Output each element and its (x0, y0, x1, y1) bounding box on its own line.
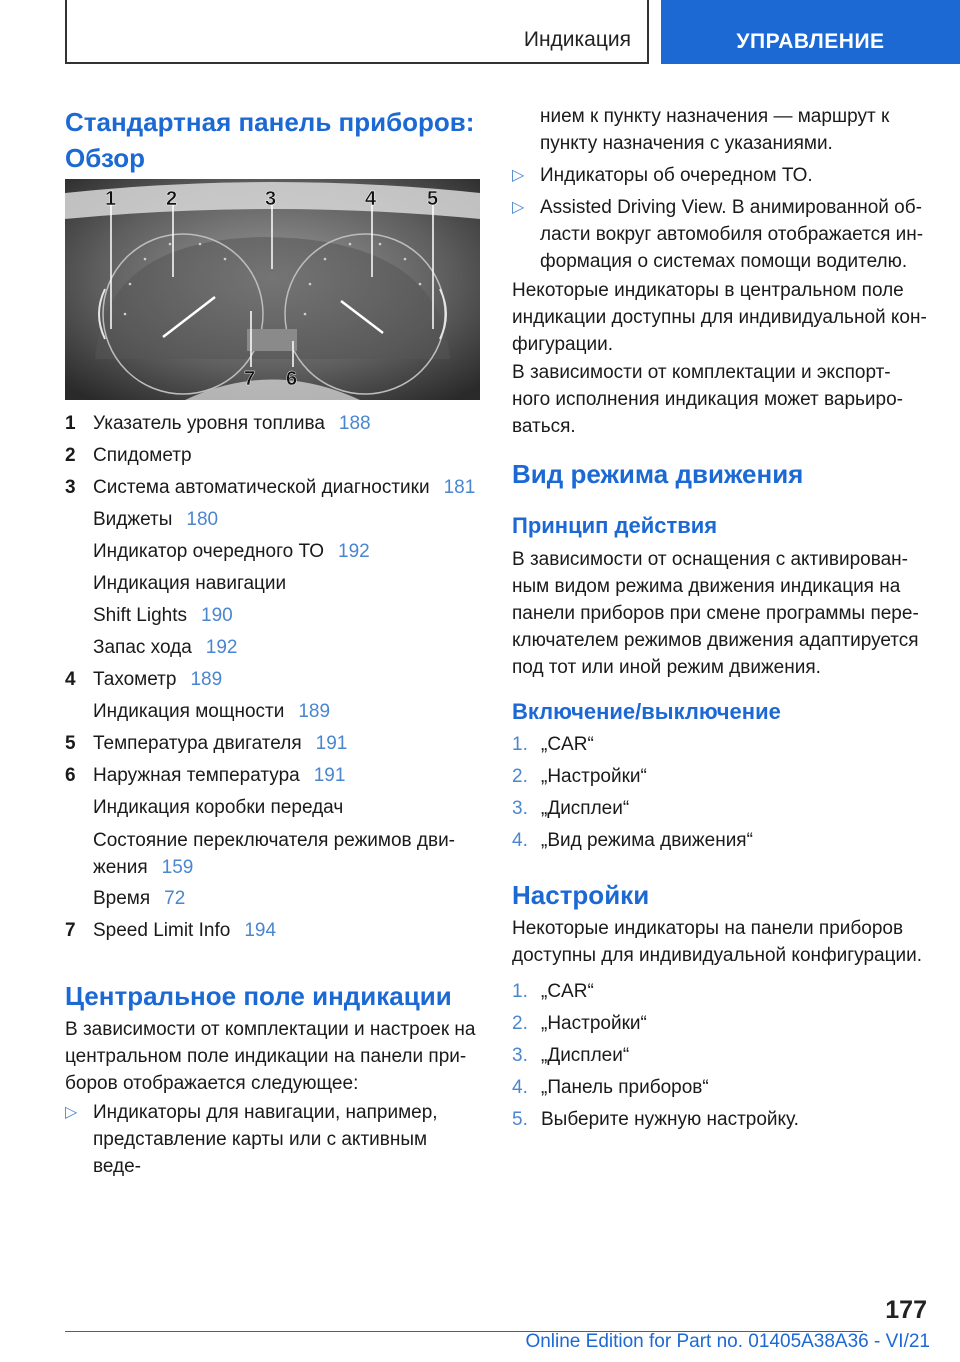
page-ref-link[interactable]: 188 (338, 413, 371, 434)
legend-item: 6 Наружная температура 191 (65, 765, 346, 786)
bullet-assisted-driving: ▷ Assisted Driving View. В анимированной об- ласти вокруг автомобиля отображается ин- формация о системах помощи водителю. (512, 194, 927, 275)
settings-paragraph: Некоторые индикаторы на панели приборов доступны для индивидуальной конфигурации. (512, 918, 922, 966)
triangle-bullet-icon: ▷ (512, 199, 525, 216)
page-ref-link[interactable]: 189 (298, 701, 331, 722)
triangle-bullet-icon: ▷ (65, 1104, 78, 1121)
title-settings: Настройки (512, 880, 650, 910)
legend-item: 2 Спидометр (65, 445, 192, 466)
page-ref-link[interactable]: 194 (244, 920, 277, 941)
page-ref-link[interactable]: 190 (201, 605, 233, 626)
legend-item: Виджеты 180 (93, 509, 219, 530)
legend-item: 4 Тахометр 189 (65, 669, 223, 690)
list-item: 5. Выберите нужную настройку. (512, 1109, 799, 1130)
page-ref-link[interactable]: 159 (161, 857, 194, 878)
callout-4: 4 (365, 188, 377, 210)
settings-steps (512, 976, 927, 1136)
legend-item: Индикация мощности 189 (93, 701, 331, 722)
list-item: 3. „Дисплеи“ (512, 1045, 630, 1066)
central-paragraph: В зависимости от комплектации и настроек на центральном поле индикации на панели при- боров отображается следующее: (65, 1019, 476, 1094)
page-number: 177 (885, 1296, 927, 1324)
page-ref-link[interactable]: 192 (338, 541, 370, 562)
callout-7: 7 (244, 368, 256, 390)
list-item: 4. „Вид режима движения“ (512, 830, 753, 851)
page-ref-link[interactable]: 192 (205, 637, 238, 658)
section-title: Индикация (523, 28, 631, 51)
legend-item: 5 Температура двигателя 191 (65, 733, 348, 754)
legend-list (65, 408, 480, 947)
list-item: 4. „Панель приборов“ (512, 1077, 709, 1098)
paragraph-config: Некоторые индикаторы в центральном поле индикации доступны для индивидуальной кон- фигурации. (512, 280, 927, 355)
legend-item: Индикация навигации (93, 573, 287, 594)
title-drive-mode: Вид режима движения (512, 459, 804, 489)
list-item: 2. „Настройки“ (512, 1013, 647, 1034)
page-ref-link[interactable]: 189 (190, 669, 223, 690)
header-section-box (65, 0, 649, 64)
page-ref-link[interactable]: 180 (186, 509, 219, 530)
callout-1: 1 (105, 188, 117, 210)
bullet-service: ▷ Индикаторы об очередном ТО. (512, 162, 927, 189)
list-item: 1. „CAR“ (512, 981, 594, 1002)
instrument-cluster-image (65, 179, 480, 400)
legend-item: Состояние переключателя режимов дви- жения 159 (93, 830, 456, 878)
page-ref-link[interactable]: 191 (313, 765, 346, 786)
list-item: 1. „CAR“ (512, 734, 594, 755)
paragraph-variants: В зависимости от комплектации и экспорт- ного исполнения индикация может варьиро- ваться. (512, 362, 903, 437)
page-ref-link[interactable]: 181 (443, 477, 476, 498)
title-central-field: Центральное поле индикации (65, 981, 452, 1011)
legend-item: Индикатор очередного ТО 192 (93, 541, 370, 562)
legend-item: Время 72 (93, 888, 186, 909)
title-overview: Стандартная панель приборов: Обзор (65, 107, 475, 173)
legend-item: Shift Lights 190 (93, 605, 233, 626)
title-on-off: Включение/выключение (512, 699, 781, 724)
principle-paragraph: В зависимости от оснащения с активирован- ным видом режима движения индикация на панели приборов при смене программы пере- ключателем режимов движения адаптируется под тот или иной режим движения. (512, 549, 919, 678)
page-ref-link[interactable]: 72 (164, 888, 186, 909)
callout-6: 6 (286, 368, 298, 390)
callout-3: 3 (265, 188, 277, 210)
legend-item: 1 Указатель уровня топлива 188 (65, 413, 371, 434)
bullet-navigation-continued: нием к пункту назначения — маршрут к пункту назначения с указаниями. (540, 106, 890, 154)
callout-5: 5 (427, 188, 439, 210)
list-item: 2. „Настройки“ (512, 766, 647, 787)
bullet-navigation: ▷ Индикаторы для навигации, например, представление карты или с активным веде- (65, 1099, 480, 1180)
legend-item: 3 Система автоматической диагностики 181 (65, 477, 476, 498)
triangle-bullet-icon: ▷ (512, 167, 525, 184)
list-item: 3. „Дисплеи“ (512, 798, 630, 819)
page-ref-link[interactable]: 191 (315, 733, 348, 754)
legend-item: Запас хода 192 (93, 637, 238, 658)
on-off-steps (512, 729, 927, 857)
callout-2: 2 (166, 188, 178, 210)
legend-item: Индикация коробки передач (93, 797, 344, 818)
legend-item: 7 Speed Limit Info 194 (65, 920, 277, 941)
chapter-tab[interactable]: УПРАВЛЕНИЕ (661, 0, 960, 64)
edition-note: Online Edition for Part no. 01405A38A36 - VI/21 (525, 1331, 930, 1352)
title-principle: Принцип действия (512, 513, 718, 538)
